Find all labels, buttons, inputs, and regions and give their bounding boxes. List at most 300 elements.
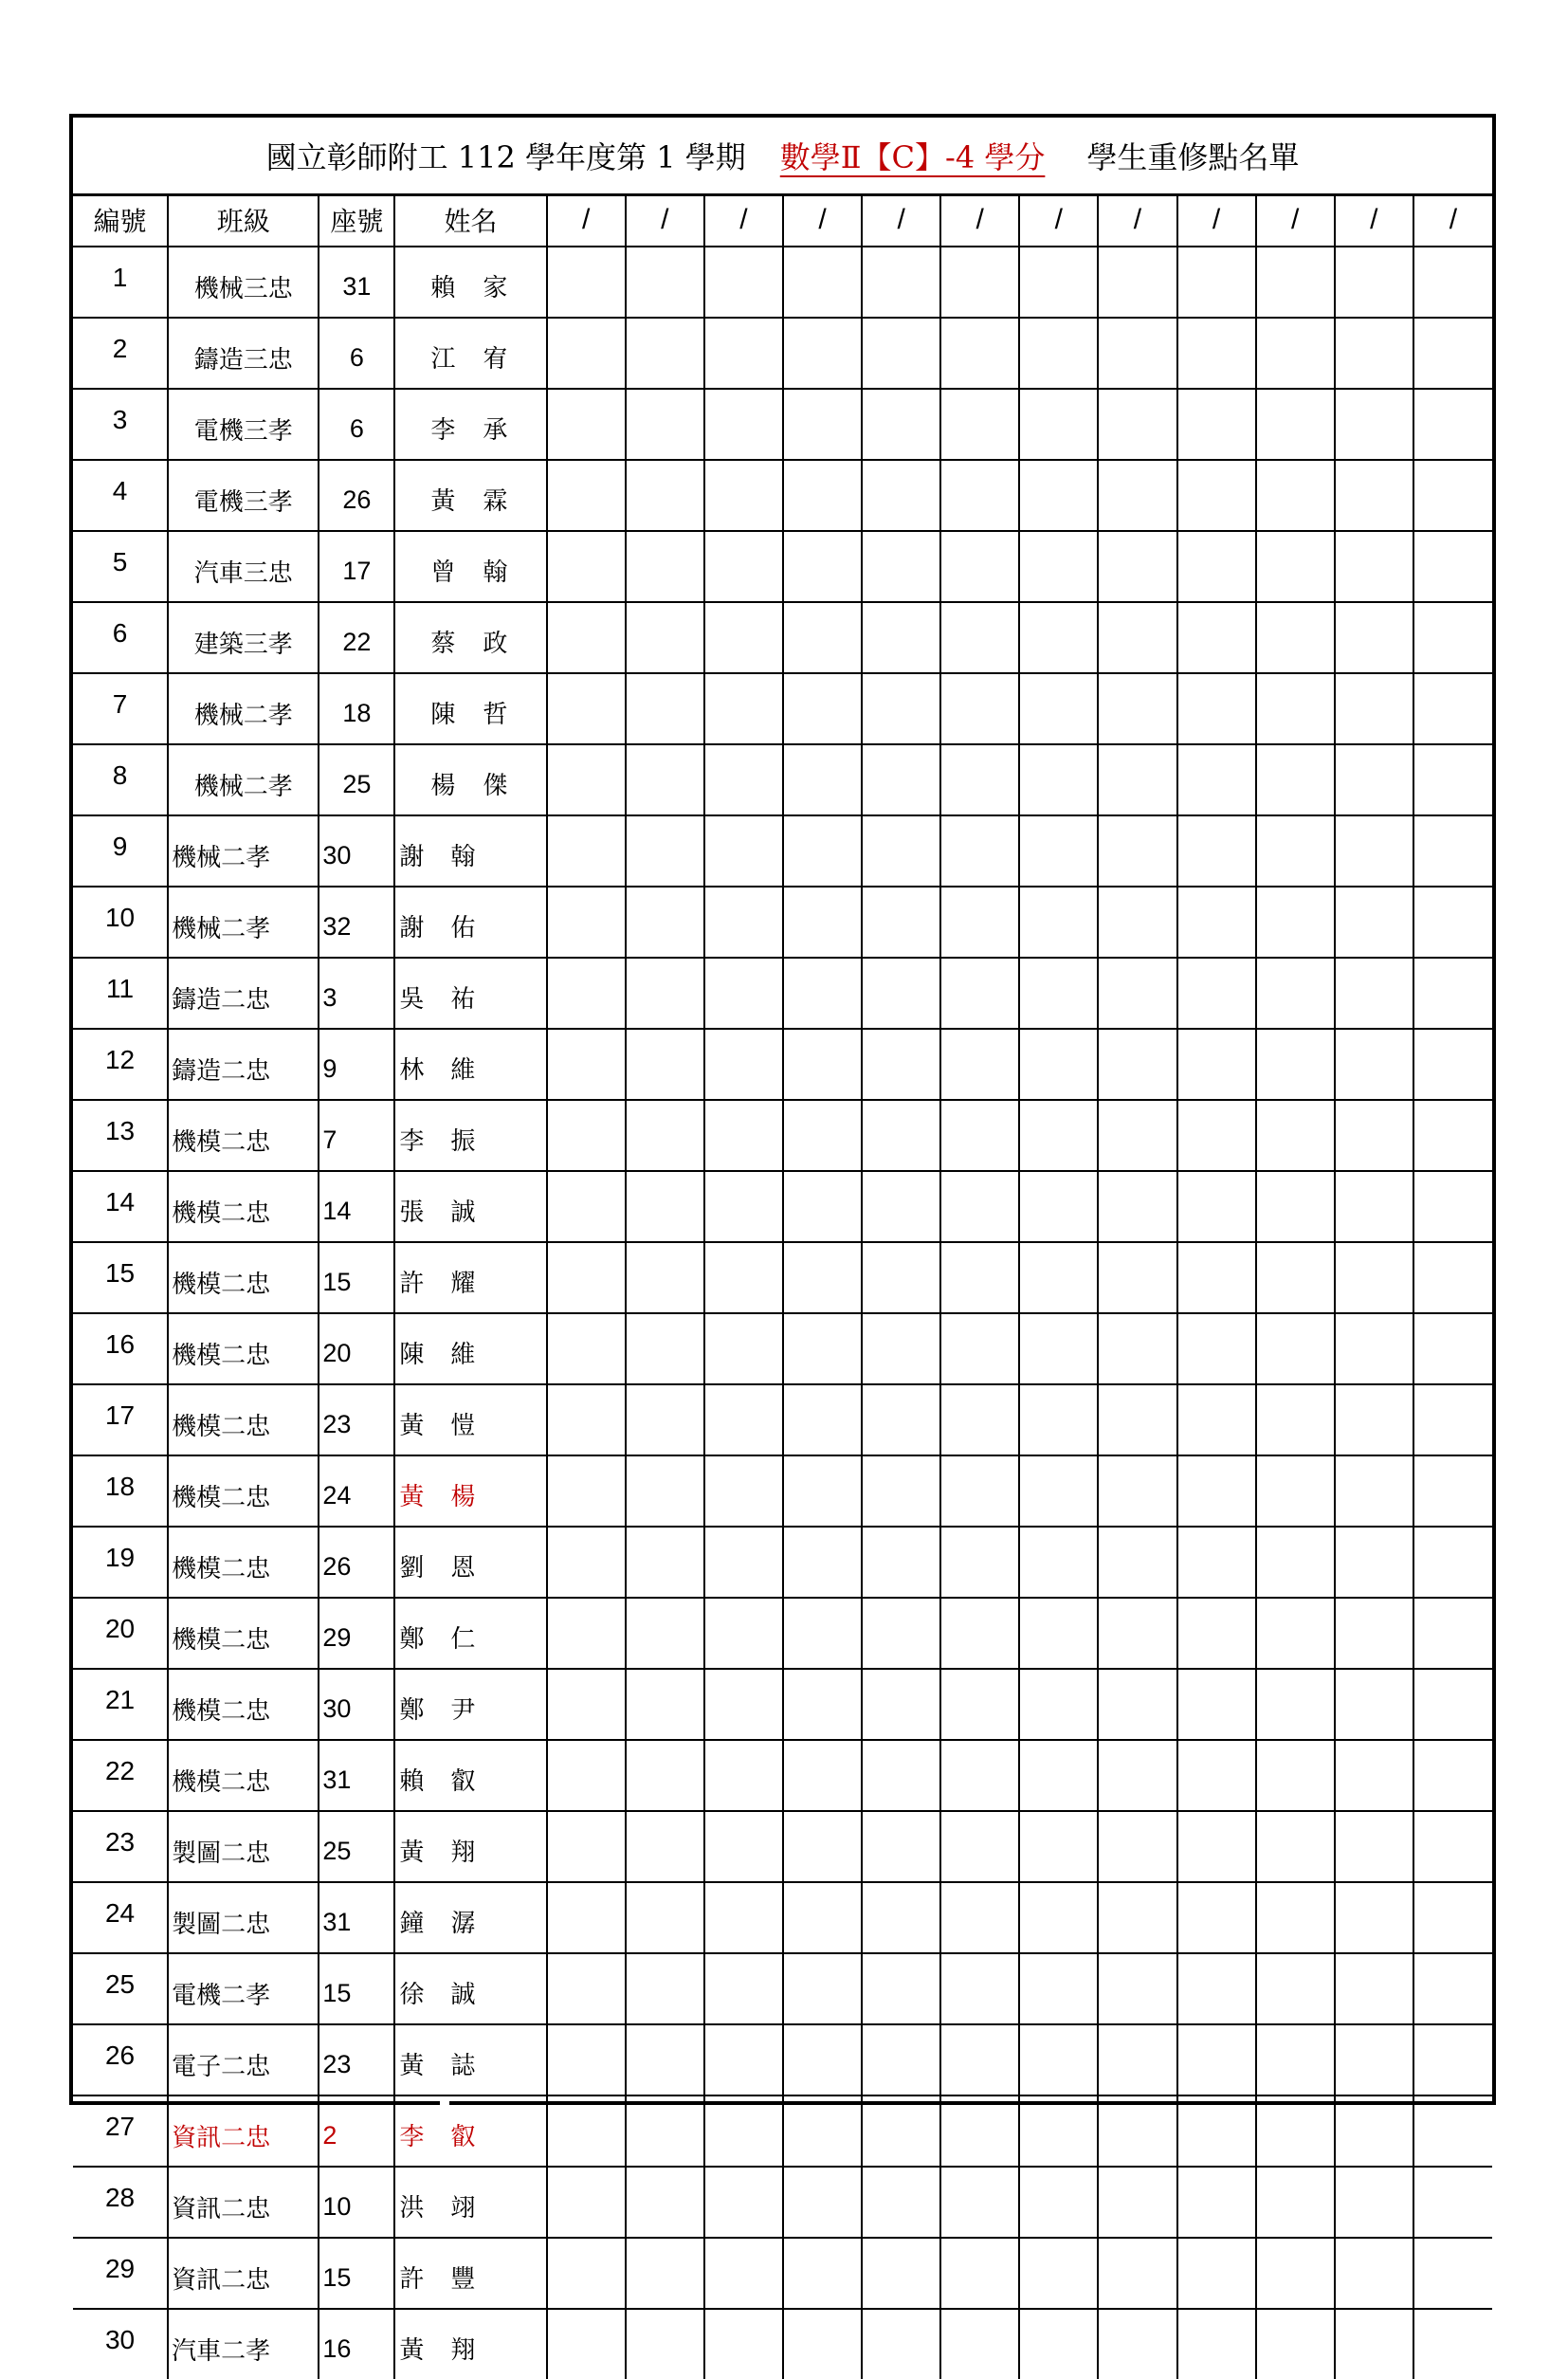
- attendance-cell[interactable]: [704, 1100, 783, 1171]
- attendance-cell[interactable]: [783, 2024, 862, 2095]
- attendance-cell[interactable]: [1177, 318, 1256, 389]
- attendance-cell[interactable]: [704, 815, 783, 887]
- attendance-cell[interactable]: [547, 460, 626, 531]
- attendance-cell[interactable]: [1098, 1953, 1176, 2024]
- attendance-cell[interactable]: [940, 1171, 1019, 1242]
- attendance-cell[interactable]: [1256, 460, 1335, 531]
- attendance-cell[interactable]: [862, 1242, 940, 1313]
- attendance-cell[interactable]: [626, 673, 704, 744]
- attendance-cell[interactable]: [1098, 2238, 1176, 2309]
- attendance-cell[interactable]: [1098, 1171, 1176, 1242]
- attendance-cell[interactable]: [1098, 318, 1176, 389]
- attendance-cell[interactable]: [862, 460, 940, 531]
- attendance-cell[interactable]: [940, 2024, 1019, 2095]
- attendance-cell[interactable]: [1413, 1953, 1492, 2024]
- attendance-cell[interactable]: [1413, 2238, 1492, 2309]
- attendance-cell[interactable]: [783, 1882, 862, 1953]
- attendance-cell[interactable]: [1098, 887, 1176, 958]
- attendance-cell[interactable]: [783, 1669, 862, 1740]
- attendance-cell[interactable]: [1019, 1882, 1098, 1953]
- attendance-cell[interactable]: [1413, 389, 1492, 460]
- attendance-cell[interactable]: [1098, 958, 1176, 1029]
- attendance-cell[interactable]: [1413, 1882, 1492, 1953]
- attendance-cell[interactable]: [1019, 744, 1098, 815]
- attendance-cell[interactable]: [783, 1029, 862, 1100]
- attendance-cell[interactable]: [862, 1100, 940, 1171]
- attendance-cell[interactable]: [626, 1171, 704, 1242]
- attendance-cell[interactable]: [862, 531, 940, 602]
- attendance-cell[interactable]: [547, 1455, 626, 1527]
- attendance-cell[interactable]: [783, 2095, 862, 2167]
- attendance-cell[interactable]: [547, 887, 626, 958]
- attendance-cell[interactable]: [704, 2238, 783, 2309]
- attendance-cell[interactable]: [1098, 1598, 1176, 1669]
- attendance-cell[interactable]: [1177, 1029, 1256, 1100]
- attendance-cell[interactable]: [940, 958, 1019, 1029]
- attendance-cell[interactable]: [1177, 744, 1256, 815]
- attendance-cell[interactable]: [704, 673, 783, 744]
- header-date-slot[interactable]: /: [626, 193, 704, 247]
- attendance-cell[interactable]: [1098, 1740, 1176, 1811]
- attendance-cell[interactable]: [1256, 815, 1335, 887]
- attendance-cell[interactable]: [1256, 673, 1335, 744]
- attendance-cell[interactable]: [626, 2095, 704, 2167]
- attendance-cell[interactable]: [940, 1882, 1019, 1953]
- attendance-cell[interactable]: [940, 460, 1019, 531]
- attendance-cell[interactable]: [940, 247, 1019, 318]
- attendance-cell[interactable]: [783, 2309, 862, 2379]
- attendance-cell[interactable]: [1256, 2238, 1335, 2309]
- attendance-cell[interactable]: [1177, 1313, 1256, 1384]
- attendance-cell[interactable]: [940, 1953, 1019, 2024]
- attendance-cell[interactable]: [1335, 744, 1413, 815]
- header-date-slot[interactable]: /: [704, 193, 783, 247]
- attendance-cell[interactable]: [1335, 2238, 1413, 2309]
- attendance-cell[interactable]: [626, 1882, 704, 1953]
- attendance-cell[interactable]: [1335, 2095, 1413, 2167]
- attendance-cell[interactable]: [940, 318, 1019, 389]
- header-date-slot[interactable]: /: [940, 193, 1019, 247]
- attendance-cell[interactable]: [940, 2309, 1019, 2379]
- attendance-cell[interactable]: [1413, 673, 1492, 744]
- attendance-cell[interactable]: [862, 673, 940, 744]
- attendance-cell[interactable]: [1413, 1669, 1492, 1740]
- attendance-cell[interactable]: [1177, 1811, 1256, 1882]
- attendance-cell[interactable]: [1019, 1313, 1098, 1384]
- attendance-cell[interactable]: [1335, 602, 1413, 673]
- attendance-cell[interactable]: [862, 247, 940, 318]
- attendance-cell[interactable]: [547, 2024, 626, 2095]
- attendance-cell[interactable]: [547, 1242, 626, 1313]
- attendance-cell[interactable]: [1098, 2167, 1176, 2238]
- attendance-cell[interactable]: [704, 1384, 783, 1455]
- attendance-cell[interactable]: [1019, 1029, 1098, 1100]
- attendance-cell[interactable]: [704, 958, 783, 1029]
- attendance-cell[interactable]: [1335, 1455, 1413, 1527]
- attendance-cell[interactable]: [1098, 1455, 1176, 1527]
- attendance-cell[interactable]: [1019, 1598, 1098, 1669]
- attendance-cell[interactable]: [862, 2095, 940, 2167]
- attendance-cell[interactable]: [1177, 673, 1256, 744]
- attendance-cell[interactable]: [783, 744, 862, 815]
- attendance-cell[interactable]: [783, 1740, 862, 1811]
- attendance-cell[interactable]: [940, 1455, 1019, 1527]
- attendance-cell[interactable]: [1413, 1242, 1492, 1313]
- attendance-cell[interactable]: [547, 2095, 626, 2167]
- attendance-cell[interactable]: [704, 2309, 783, 2379]
- attendance-cell[interactable]: [626, 744, 704, 815]
- attendance-cell[interactable]: [1413, 460, 1492, 531]
- attendance-cell[interactable]: [783, 815, 862, 887]
- attendance-cell[interactable]: [940, 673, 1019, 744]
- attendance-cell[interactable]: [547, 1953, 626, 2024]
- attendance-cell[interactable]: [704, 1953, 783, 2024]
- attendance-cell[interactable]: [783, 318, 862, 389]
- attendance-cell[interactable]: [1335, 247, 1413, 318]
- attendance-cell[interactable]: [547, 744, 626, 815]
- attendance-cell[interactable]: [1098, 460, 1176, 531]
- attendance-cell[interactable]: [1098, 1384, 1176, 1455]
- attendance-cell[interactable]: [862, 2238, 940, 2309]
- attendance-cell[interactable]: [940, 1669, 1019, 1740]
- attendance-cell[interactable]: [1413, 1455, 1492, 1527]
- attendance-cell[interactable]: [1335, 2167, 1413, 2238]
- attendance-cell[interactable]: [1177, 602, 1256, 673]
- attendance-cell[interactable]: [862, 2024, 940, 2095]
- attendance-cell[interactable]: [626, 1811, 704, 1882]
- attendance-cell[interactable]: [1256, 247, 1335, 318]
- header-date-slot[interactable]: /: [1177, 193, 1256, 247]
- attendance-cell[interactable]: [1256, 1100, 1335, 1171]
- attendance-cell[interactable]: [1098, 2309, 1176, 2379]
- attendance-cell[interactable]: [862, 389, 940, 460]
- attendance-cell[interactable]: [1413, 1313, 1492, 1384]
- attendance-cell[interactable]: [1413, 1384, 1492, 1455]
- attendance-cell[interactable]: [783, 1384, 862, 1455]
- attendance-cell[interactable]: [626, 1740, 704, 1811]
- attendance-cell[interactable]: [1256, 1811, 1335, 1882]
- attendance-cell[interactable]: [783, 460, 862, 531]
- attendance-cell[interactable]: [1335, 1953, 1413, 2024]
- attendance-cell[interactable]: [1177, 1740, 1256, 1811]
- attendance-cell[interactable]: [783, 1811, 862, 1882]
- attendance-cell[interactable]: [783, 1527, 862, 1598]
- attendance-cell[interactable]: [626, 531, 704, 602]
- attendance-cell[interactable]: [547, 1100, 626, 1171]
- attendance-cell[interactable]: [547, 2238, 626, 2309]
- attendance-cell[interactable]: [1019, 1455, 1098, 1527]
- attendance-cell[interactable]: [1335, 1242, 1413, 1313]
- attendance-cell[interactable]: [1098, 247, 1176, 318]
- attendance-cell[interactable]: [626, 1455, 704, 1527]
- attendance-cell[interactable]: [1177, 2167, 1256, 2238]
- attendance-cell[interactable]: [1177, 815, 1256, 887]
- attendance-cell[interactable]: [1019, 958, 1098, 1029]
- attendance-cell[interactable]: [1098, 1811, 1176, 1882]
- header-date-slot[interactable]: /: [783, 193, 862, 247]
- attendance-cell[interactable]: [1098, 2024, 1176, 2095]
- attendance-cell[interactable]: [862, 1171, 940, 1242]
- attendance-cell[interactable]: [1256, 1598, 1335, 1669]
- attendance-cell[interactable]: [704, 1740, 783, 1811]
- attendance-cell[interactable]: [704, 744, 783, 815]
- attendance-cell[interactable]: [940, 1100, 1019, 1171]
- attendance-cell[interactable]: [1256, 1029, 1335, 1100]
- attendance-cell[interactable]: [1256, 958, 1335, 1029]
- attendance-cell[interactable]: [1256, 1242, 1335, 1313]
- attendance-cell[interactable]: [1413, 958, 1492, 1029]
- attendance-cell[interactable]: [1098, 1313, 1176, 1384]
- attendance-cell[interactable]: [1335, 673, 1413, 744]
- attendance-cell[interactable]: [1335, 318, 1413, 389]
- attendance-cell[interactable]: [1019, 602, 1098, 673]
- attendance-cell[interactable]: [1098, 815, 1176, 887]
- attendance-cell[interactable]: [940, 1740, 1019, 1811]
- attendance-cell[interactable]: [626, 887, 704, 958]
- header-date-slot[interactable]: /: [1335, 193, 1413, 247]
- attendance-cell[interactable]: [1256, 389, 1335, 460]
- attendance-cell[interactable]: [1335, 1740, 1413, 1811]
- attendance-cell[interactable]: [704, 1455, 783, 1527]
- attendance-cell[interactable]: [1256, 1882, 1335, 1953]
- attendance-cell[interactable]: [783, 1313, 862, 1384]
- attendance-cell[interactable]: [783, 673, 862, 744]
- attendance-cell[interactable]: [547, 389, 626, 460]
- attendance-cell[interactable]: [1019, 1527, 1098, 1598]
- attendance-cell[interactable]: [547, 815, 626, 887]
- attendance-cell[interactable]: [1177, 2309, 1256, 2379]
- attendance-cell[interactable]: [940, 2095, 1019, 2167]
- attendance-cell[interactable]: [1177, 247, 1256, 318]
- attendance-cell[interactable]: [862, 744, 940, 815]
- attendance-cell[interactable]: [704, 247, 783, 318]
- attendance-cell[interactable]: [862, 1598, 940, 1669]
- attendance-cell[interactable]: [1413, 247, 1492, 318]
- attendance-cell[interactable]: [547, 318, 626, 389]
- attendance-cell[interactable]: [1335, 460, 1413, 531]
- attendance-cell[interactable]: [1019, 2309, 1098, 2379]
- attendance-cell[interactable]: [1335, 887, 1413, 958]
- attendance-cell[interactable]: [1256, 1455, 1335, 1527]
- header-date-slot[interactable]: /: [1098, 193, 1176, 247]
- attendance-cell[interactable]: [704, 1313, 783, 1384]
- attendance-cell[interactable]: [1256, 1953, 1335, 2024]
- attendance-cell[interactable]: [1413, 531, 1492, 602]
- attendance-cell[interactable]: [1177, 887, 1256, 958]
- attendance-cell[interactable]: [1413, 602, 1492, 673]
- attendance-cell[interactable]: [1177, 1100, 1256, 1171]
- attendance-cell[interactable]: [1413, 1171, 1492, 1242]
- attendance-cell[interactable]: [704, 1171, 783, 1242]
- attendance-cell[interactable]: [783, 1242, 862, 1313]
- attendance-cell[interactable]: [940, 1811, 1019, 1882]
- attendance-cell[interactable]: [1177, 2095, 1256, 2167]
- attendance-cell[interactable]: [547, 673, 626, 744]
- attendance-cell[interactable]: [626, 2309, 704, 2379]
- attendance-cell[interactable]: [1413, 1029, 1492, 1100]
- attendance-cell[interactable]: [1019, 887, 1098, 958]
- attendance-cell[interactable]: [1019, 673, 1098, 744]
- attendance-cell[interactable]: [1256, 1171, 1335, 1242]
- attendance-cell[interactable]: [1335, 1669, 1413, 1740]
- attendance-cell[interactable]: [1335, 958, 1413, 1029]
- attendance-cell[interactable]: [1019, 1171, 1098, 1242]
- attendance-cell[interactable]: [704, 389, 783, 460]
- attendance-cell[interactable]: [1177, 958, 1256, 1029]
- attendance-cell[interactable]: [1177, 460, 1256, 531]
- attendance-cell[interactable]: [1256, 1669, 1335, 1740]
- attendance-cell[interactable]: [1335, 1882, 1413, 1953]
- header-date-slot[interactable]: /: [1256, 193, 1335, 247]
- attendance-cell[interactable]: [1335, 1527, 1413, 1598]
- attendance-cell[interactable]: [940, 531, 1019, 602]
- attendance-cell[interactable]: [547, 602, 626, 673]
- attendance-cell[interactable]: [704, 887, 783, 958]
- attendance-cell[interactable]: [1098, 1100, 1176, 1171]
- attendance-cell[interactable]: [1098, 673, 1176, 744]
- attendance-cell[interactable]: [1256, 602, 1335, 673]
- attendance-cell[interactable]: [1019, 815, 1098, 887]
- attendance-cell[interactable]: [1335, 389, 1413, 460]
- attendance-cell[interactable]: [1413, 815, 1492, 887]
- attendance-cell[interactable]: [862, 2167, 940, 2238]
- attendance-cell[interactable]: [1098, 1029, 1176, 1100]
- attendance-cell[interactable]: [783, 247, 862, 318]
- attendance-cell[interactable]: [547, 1313, 626, 1384]
- attendance-cell[interactable]: [862, 602, 940, 673]
- attendance-cell[interactable]: [940, 1384, 1019, 1455]
- attendance-cell[interactable]: [547, 2167, 626, 2238]
- attendance-cell[interactable]: [626, 1242, 704, 1313]
- header-date-slot[interactable]: /: [862, 193, 940, 247]
- attendance-cell[interactable]: [783, 1100, 862, 1171]
- attendance-cell[interactable]: [1256, 1313, 1335, 1384]
- attendance-cell[interactable]: [783, 2167, 862, 2238]
- attendance-cell[interactable]: [1019, 2095, 1098, 2167]
- attendance-cell[interactable]: [547, 1811, 626, 1882]
- attendance-cell[interactable]: [783, 958, 862, 1029]
- attendance-cell[interactable]: [1019, 1384, 1098, 1455]
- attendance-cell[interactable]: [1019, 2238, 1098, 2309]
- attendance-cell[interactable]: [1256, 2095, 1335, 2167]
- attendance-cell[interactable]: [626, 1598, 704, 1669]
- attendance-cell[interactable]: [1019, 1740, 1098, 1811]
- attendance-cell[interactable]: [547, 1029, 626, 1100]
- attendance-cell[interactable]: [940, 1598, 1019, 1669]
- attendance-cell[interactable]: [626, 1384, 704, 1455]
- attendance-cell[interactable]: [626, 2024, 704, 2095]
- attendance-cell[interactable]: [1098, 1242, 1176, 1313]
- attendance-cell[interactable]: [862, 1527, 940, 1598]
- attendance-cell[interactable]: [626, 1953, 704, 2024]
- attendance-cell[interactable]: [1335, 1100, 1413, 1171]
- attendance-cell[interactable]: [1335, 2309, 1413, 2379]
- attendance-cell[interactable]: [940, 1313, 1019, 1384]
- attendance-cell[interactable]: [1413, 1598, 1492, 1669]
- attendance-cell[interactable]: [862, 1384, 940, 1455]
- attendance-cell[interactable]: [1413, 2167, 1492, 2238]
- attendance-cell[interactable]: [626, 1313, 704, 1384]
- attendance-cell[interactable]: [862, 1882, 940, 1953]
- attendance-cell[interactable]: [1177, 1455, 1256, 1527]
- attendance-cell[interactable]: [940, 602, 1019, 673]
- attendance-cell[interactable]: [783, 887, 862, 958]
- attendance-cell[interactable]: [1413, 1527, 1492, 1598]
- attendance-cell[interactable]: [1413, 1811, 1492, 1882]
- attendance-cell[interactable]: [940, 744, 1019, 815]
- attendance-cell[interactable]: [783, 389, 862, 460]
- attendance-cell[interactable]: [1177, 1953, 1256, 2024]
- attendance-cell[interactable]: [704, 602, 783, 673]
- attendance-cell[interactable]: [1177, 2024, 1256, 2095]
- attendance-cell[interactable]: [1256, 318, 1335, 389]
- attendance-cell[interactable]: [940, 815, 1019, 887]
- attendance-cell[interactable]: [862, 815, 940, 887]
- attendance-cell[interactable]: [1019, 2024, 1098, 2095]
- attendance-cell[interactable]: [783, 1171, 862, 1242]
- attendance-cell[interactable]: [547, 1598, 626, 1669]
- attendance-cell[interactable]: [704, 1598, 783, 1669]
- attendance-cell[interactable]: [547, 1882, 626, 1953]
- attendance-cell[interactable]: [704, 1527, 783, 1598]
- attendance-cell[interactable]: [547, 1740, 626, 1811]
- attendance-cell[interactable]: [1098, 744, 1176, 815]
- attendance-cell[interactable]: [626, 1029, 704, 1100]
- attendance-cell[interactable]: [783, 531, 862, 602]
- attendance-cell[interactable]: [1098, 1527, 1176, 1598]
- attendance-cell[interactable]: [626, 602, 704, 673]
- attendance-cell[interactable]: [1177, 1882, 1256, 1953]
- attendance-cell[interactable]: [1413, 2309, 1492, 2379]
- attendance-cell[interactable]: [1335, 1811, 1413, 1882]
- attendance-cell[interactable]: [783, 1598, 862, 1669]
- attendance-cell[interactable]: [862, 318, 940, 389]
- attendance-cell[interactable]: [1177, 1669, 1256, 1740]
- attendance-cell[interactable]: [1335, 815, 1413, 887]
- attendance-cell[interactable]: [1413, 1100, 1492, 1171]
- attendance-cell[interactable]: [1413, 318, 1492, 389]
- attendance-cell[interactable]: [704, 531, 783, 602]
- attendance-cell[interactable]: [1256, 1527, 1335, 1598]
- attendance-cell[interactable]: [547, 1527, 626, 1598]
- attendance-cell[interactable]: [704, 2024, 783, 2095]
- attendance-cell[interactable]: [1335, 1598, 1413, 1669]
- attendance-cell[interactable]: [704, 1242, 783, 1313]
- attendance-cell[interactable]: [1256, 531, 1335, 602]
- attendance-cell[interactable]: [1019, 531, 1098, 602]
- attendance-cell[interactable]: [1177, 1527, 1256, 1598]
- attendance-cell[interactable]: [1177, 531, 1256, 602]
- attendance-cell[interactable]: [783, 602, 862, 673]
- attendance-cell[interactable]: [1098, 2095, 1176, 2167]
- attendance-cell[interactable]: [1335, 2024, 1413, 2095]
- attendance-cell[interactable]: [1177, 1171, 1256, 1242]
- attendance-cell[interactable]: [1413, 2024, 1492, 2095]
- attendance-cell[interactable]: [940, 1242, 1019, 1313]
- attendance-cell[interactable]: [1098, 1669, 1176, 1740]
- attendance-cell[interactable]: [1019, 1242, 1098, 1313]
- attendance-cell[interactable]: [862, 958, 940, 1029]
- header-date-slot[interactable]: /: [547, 193, 626, 247]
- attendance-cell[interactable]: [626, 318, 704, 389]
- attendance-cell[interactable]: [862, 1455, 940, 1527]
- attendance-cell[interactable]: [704, 318, 783, 389]
- attendance-cell[interactable]: [704, 1882, 783, 1953]
- attendance-cell[interactable]: [626, 460, 704, 531]
- attendance-cell[interactable]: [940, 2238, 1019, 2309]
- attendance-cell[interactable]: [547, 958, 626, 1029]
- attendance-cell[interactable]: [940, 1527, 1019, 1598]
